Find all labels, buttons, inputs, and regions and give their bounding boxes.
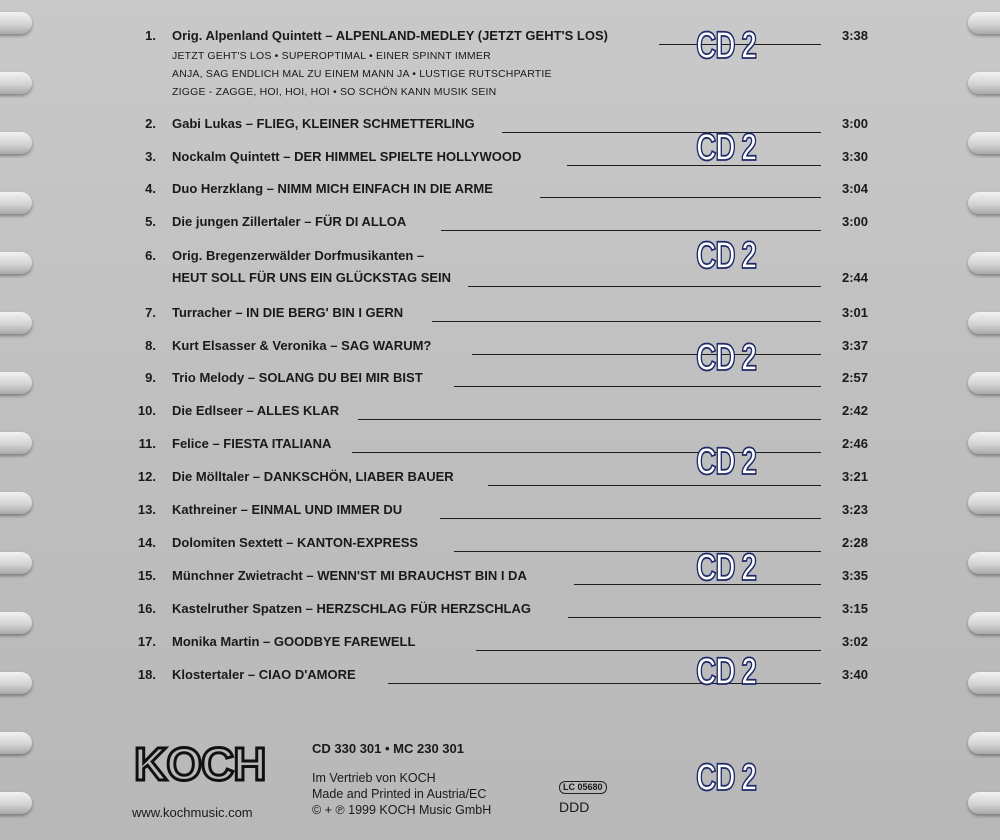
track-title: Nockalm Quintett – DER HIMMEL SPIELTE HOLLYWOOD <box>172 149 522 164</box>
track-title: Kurt Elsasser & Veronika – SAG WARUM? <box>172 338 432 353</box>
distribution-text: Im Vertrieb von KOCH <box>312 771 436 785</box>
copyright-text: © + ℗ 1999 KOCH Music GmbH <box>312 803 492 817</box>
spine-bump-right <box>968 432 1000 454</box>
track-number: 17. <box>137 634 156 649</box>
spine-bump-left <box>0 792 32 814</box>
spine-bump-left <box>0 612 32 634</box>
track-duration: 3:00 <box>841 214 868 229</box>
track-title: Kathreiner – EINMAL UND IMMER DU <box>172 502 403 517</box>
medley-line: JETZT GEHT'S LOS • SUPEROPTIMAL • EINER SPINNT IMMER <box>172 50 491 62</box>
koch-logo <box>132 738 282 786</box>
track-title: Kastelruther Spatzen – HERZSCHLAG FÜR HERZSCHLAG <box>172 601 531 616</box>
spine-bump-left <box>0 492 32 514</box>
track-number: 18. <box>137 667 156 682</box>
spine-bump-right <box>968 252 1000 274</box>
track-duration: 2:44 <box>841 270 868 285</box>
track-duration: 3:01 <box>841 305 868 320</box>
catalog-numbers: CD 330 301 • MC 230 301 <box>312 741 464 756</box>
track-title: Die Edlseer – ALLES KLAR <box>172 403 340 418</box>
track-duration: 3:40 <box>841 667 868 682</box>
track-title-continued: HEUT SOLL FÜR UNS EIN GLÜCKSTAG SEIN <box>172 270 452 285</box>
track-number: 6. <box>145 248 156 263</box>
spine-bump-right <box>968 12 1000 34</box>
spine-bump-left <box>0 312 32 334</box>
cd2-stamp: CD 2 <box>696 234 756 277</box>
track-number: 11. <box>138 436 156 451</box>
track-duration: 2:28 <box>841 535 868 550</box>
spine-bump-left <box>0 432 32 454</box>
spine-bump-left <box>0 72 32 94</box>
spine-bump-right <box>968 372 1000 394</box>
website-link[interactable]: www.kochmusic.com <box>132 805 253 820</box>
made-in-text: Made and Printed in Austria/EC <box>312 787 487 801</box>
leader-line <box>488 485 821 486</box>
leader-line <box>468 286 821 287</box>
leader-line <box>568 617 821 618</box>
track-title: Dolomiten Sextett – KANTON-EXPRESS <box>172 535 419 550</box>
track-duration: 3:21 <box>841 469 868 484</box>
track-duration: 3:37 <box>841 338 868 353</box>
track-number: 2. <box>145 116 156 131</box>
track-number: 1. <box>145 28 156 43</box>
track-duration: 2:57 <box>841 370 868 385</box>
leader-line <box>540 197 821 198</box>
leader-line <box>476 650 821 651</box>
spine-bump-left <box>0 192 32 214</box>
track-duration: 2:42 <box>841 403 868 418</box>
spine-bump-left <box>0 12 32 34</box>
leader-line <box>454 551 821 552</box>
track-number: 9. <box>145 370 156 385</box>
track-duration: 3:35 <box>841 568 868 583</box>
track-duration: 3:30 <box>841 149 868 164</box>
track-number: 8. <box>145 338 156 353</box>
track-number: 5. <box>145 214 156 229</box>
track-number: 4. <box>145 181 156 196</box>
track-title: Orig. Bregenzerwälder Dorfmusikanten – <box>172 248 425 263</box>
leader-line <box>432 321 821 322</box>
cd2-stamp: CD 2 <box>696 440 756 483</box>
cd2-stamp: CD 2 <box>696 24 756 67</box>
track-duration: 3:04 <box>841 181 868 196</box>
track-number: 3. <box>145 149 156 164</box>
track-duration: 3:00 <box>841 116 868 131</box>
spine-bump-right <box>968 732 1000 754</box>
spine-bump-right <box>968 72 1000 94</box>
spine-bump-right <box>968 552 1000 574</box>
leader-line <box>454 386 821 387</box>
spine-bump-right <box>968 312 1000 334</box>
koch-logo-text: KOCH <box>134 738 266 786</box>
cd2-stamp: CD 2 <box>696 126 756 169</box>
medley-line: ANJA, SAG ENDLICH MAL ZU EINEM MANN JA • LUSTIGE RUTSCHPARTIE <box>172 68 552 80</box>
track-title: Münchner Zwietracht – WENN'ST MI BRAUCHST BIN I DA <box>172 568 527 583</box>
label-code-badge: LC 05680 <box>559 781 607 794</box>
cd2-stamp: CD 2 <box>696 756 756 799</box>
track-title: Trio Melody – SOLANG DU BEI MIR BIST <box>172 370 423 385</box>
koch-logo-mark <box>132 738 282 786</box>
track-duration: 2:46 <box>841 436 868 451</box>
track-title: Duo Herzklang – NIMM MICH EINFACH IN DIE ARME <box>172 181 493 196</box>
track-number: 15. <box>137 568 156 583</box>
cd2-stamp: CD 2 <box>696 650 756 693</box>
spine-bump-left <box>0 132 32 154</box>
track-title: Die jungen Zillertaler – FÜR DI ALLOA <box>172 214 407 229</box>
spine-bump-left <box>0 672 32 694</box>
spine-bump-left <box>0 252 32 274</box>
track-number: 12. <box>137 469 156 484</box>
leader-line <box>502 132 821 133</box>
spine-bump-right <box>968 492 1000 514</box>
spine-bump-right <box>968 612 1000 634</box>
track-number: 14. <box>137 535 156 550</box>
cd2-stamp: CD 2 <box>696 546 756 589</box>
leader-line <box>472 354 821 355</box>
track-title: Felice – FIESTA ITALIANA <box>172 436 332 451</box>
track-duration: 3:23 <box>841 502 868 517</box>
track-number: 7. <box>145 305 156 320</box>
spine-bump-left <box>0 552 32 574</box>
track-title: Orig. Alpenland Quintett – ALPENLAND-MEDLEY (JETZT GEHT'S LOS) <box>172 28 608 43</box>
track-duration: 3:02 <box>841 634 868 649</box>
spine-bump-right <box>968 792 1000 814</box>
spine-bump-right <box>968 132 1000 154</box>
spine-bump-left <box>0 372 32 394</box>
track-title: Klostertaler – CIAO D'AMORE <box>172 667 356 682</box>
track-number: 10. <box>137 403 156 418</box>
leader-line <box>440 518 821 519</box>
medley-line: ZIGGE - ZAGGE, HOI, HOI, HOI • SO SCHÖN KANN MUSIK SEIN <box>172 86 497 98</box>
track-duration: 3:38 <box>841 28 868 43</box>
track-title: Gabi Lukas – FLIEG, KLEINER SCHMETTERLING <box>172 116 475 131</box>
spine-bump-right <box>968 672 1000 694</box>
track-duration: 3:15 <box>841 601 868 616</box>
track-number: 13. <box>137 502 156 517</box>
track-number: 16. <box>137 601 156 616</box>
leader-line <box>441 230 821 231</box>
track-title: Die Mölltaler – DANKSCHÖN, LIABER BAUER <box>172 469 454 484</box>
track-title: Monika Martin – GOODBYE FAREWELL <box>172 634 416 649</box>
leader-line <box>358 419 821 420</box>
track-title: Turracher – IN DIE BERG' BIN I GERN <box>172 305 404 320</box>
recording-code: DDD <box>559 799 590 815</box>
spine-bump-left <box>0 732 32 754</box>
spine-bump-right <box>968 192 1000 214</box>
cd2-stamp: CD 2 <box>696 336 756 379</box>
